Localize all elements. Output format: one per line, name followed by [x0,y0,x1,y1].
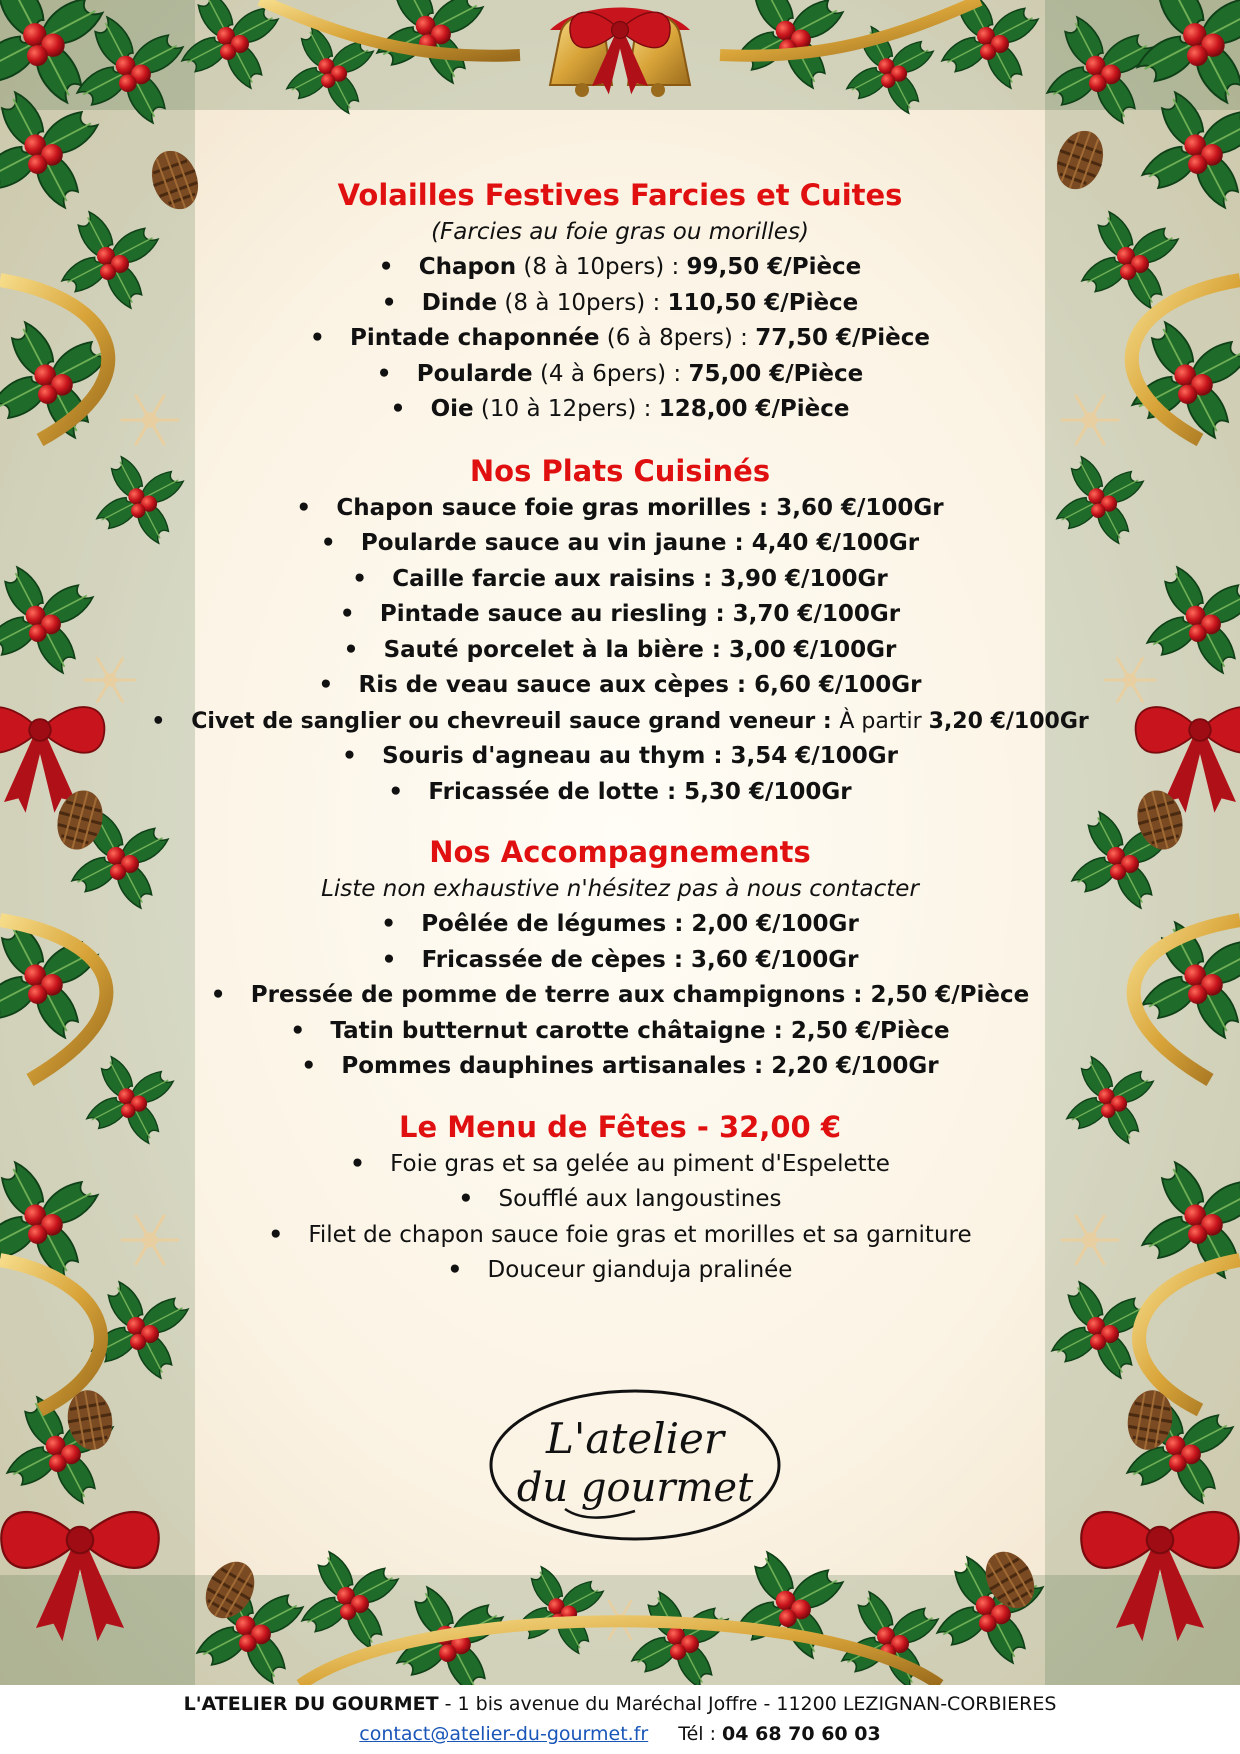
tel-label: Tél : [678,1723,723,1745]
list-item: • Oie (10 à 12pers) : 128,00 €/Pièce [140,392,1100,428]
list-item: • Poêlée de légumes : 2,00 €/100Gr [140,907,1100,943]
atelier-logo [485,1385,785,1545]
bullet-icon: • [388,778,404,805]
section-title-menu-fetes: Le Menu de Fêtes - 32,00 € [398,1109,841,1144]
bullet-icon: • [318,672,334,698]
bullet-icon: • [290,1017,306,1044]
bullet-icon: • [309,325,325,351]
footer-address: - 1 bis avenue du Maréchal Joffre - 11200 LEZIGNAN-CORBIERES [438,1693,1057,1715]
bullet-icon: • [301,1053,317,1079]
footer-brand: L'ATELIER DU GOURMET [183,1693,439,1715]
tel-number: 04 68 70 60 03 [722,1723,881,1745]
list-item: • Civet de sanglier ou chevreuil sauce grand veneur : À partir 3,20 €/100Gr [140,704,1100,740]
list-item: • Douceur gianduja pralinée [140,1253,1100,1289]
list-item: • Pintade sauce au riesling : 3,70 €/100Gr [140,597,1100,633]
list-item: • Poularde sauce au vin jaune : 4,40 €/100Gr [140,526,1100,562]
list-item: • Soufflé aux langoustines [140,1182,1100,1218]
bullet-icon: • [210,982,226,1008]
bullet-icon: • [350,1150,365,1177]
bullet-icon: • [381,946,397,973]
list-item: • Fricassée de lotte : 5,30 €/100Gr [140,775,1100,811]
section-title-volailles: Volailles Festives Farcies et Cuites [337,178,903,212]
menu-content [140,175,1100,1289]
email-link[interactable]: contact@atelier-du-gourmet.fr [359,1723,649,1745]
bullet-icon: • [458,1186,474,1212]
list-item: • Poularde (4 à 6pers) : 75,00 €/Pièce [140,357,1100,393]
bullet-icon: • [381,289,397,316]
list-item: • Sauté porcelet à la bière : 3,00 €/100Gr [140,633,1100,669]
bullet-icon: • [447,1257,463,1283]
list-item: • Chapon (8 à 10pers) : 99,50 €/Pièce [140,250,1100,286]
list-item: • Souris d'agneau au thym : 3,54 €/100Gr [140,739,1100,775]
footer-address-line [0,1693,1240,1715]
logo-line-1: L'atelier [545,1414,725,1463]
bullet-icon: • [339,601,355,627]
list-item: • Tatin butternut carotte châtaigne : 2,50 €/Pièce [140,1014,1100,1050]
bullet-icon: • [390,396,406,422]
list-item: • Pressée de pomme de terre aux champignons : 2,50 €/Pièce [140,978,1100,1014]
bullet-icon: • [296,494,312,521]
bullet-icon: • [268,1221,284,1248]
section-subtitle-volailles: (Farcies au foie gras ou morilles) [431,219,809,245]
list-item: • Pommes dauphines artisanales : 2,20 €/100Gr [140,1049,1100,1085]
logo-line-2: du gourmet [516,1465,754,1511]
list-item: • Ris de veau sauce aux cèpes : 6,60 €/100Gr [140,668,1100,704]
list-item: • Pintade chaponnée (6 à 8pers) : 77,50 €/Pièce [140,321,1100,357]
bullet-icon: • [342,743,357,769]
list-item: • Fricassée de cèpes : 3,60 €/100Gr [140,943,1100,979]
bullet-icon: • [381,911,396,937]
footer-contact-line [0,1723,1240,1745]
footer [0,1685,1240,1754]
list-item: • Caille farcie aux raisins : 3,90 €/100Gr [140,562,1100,598]
list-item: • Dinde (8 à 10pers) : 110,50 €/Pièce [140,286,1100,322]
list-item: • Foie gras et sa gelée au piment d'Espelette [140,1147,1100,1183]
bullet-icon: • [376,360,392,387]
section-title-accompagnements: Nos Accompagnements [429,835,811,869]
list-item: • Chapon sauce foie gras morilles : 3,60 €/100Gr [140,491,1100,527]
section-title-plats: Nos Plats Cuisinés [469,453,771,488]
list-item: • Filet de chapon sauce foie gras et morilles et sa garniture [140,1218,1100,1254]
section-subtitle-accompagnements: Liste non exhaustive n'hésitez pas à nous contacter [321,876,919,902]
bullet-icon: • [151,708,166,734]
bullet-icon: • [343,636,359,663]
bullet-icon: • [352,565,367,592]
bullet-icon: • [320,530,336,556]
bullet-icon: • [378,254,394,280]
